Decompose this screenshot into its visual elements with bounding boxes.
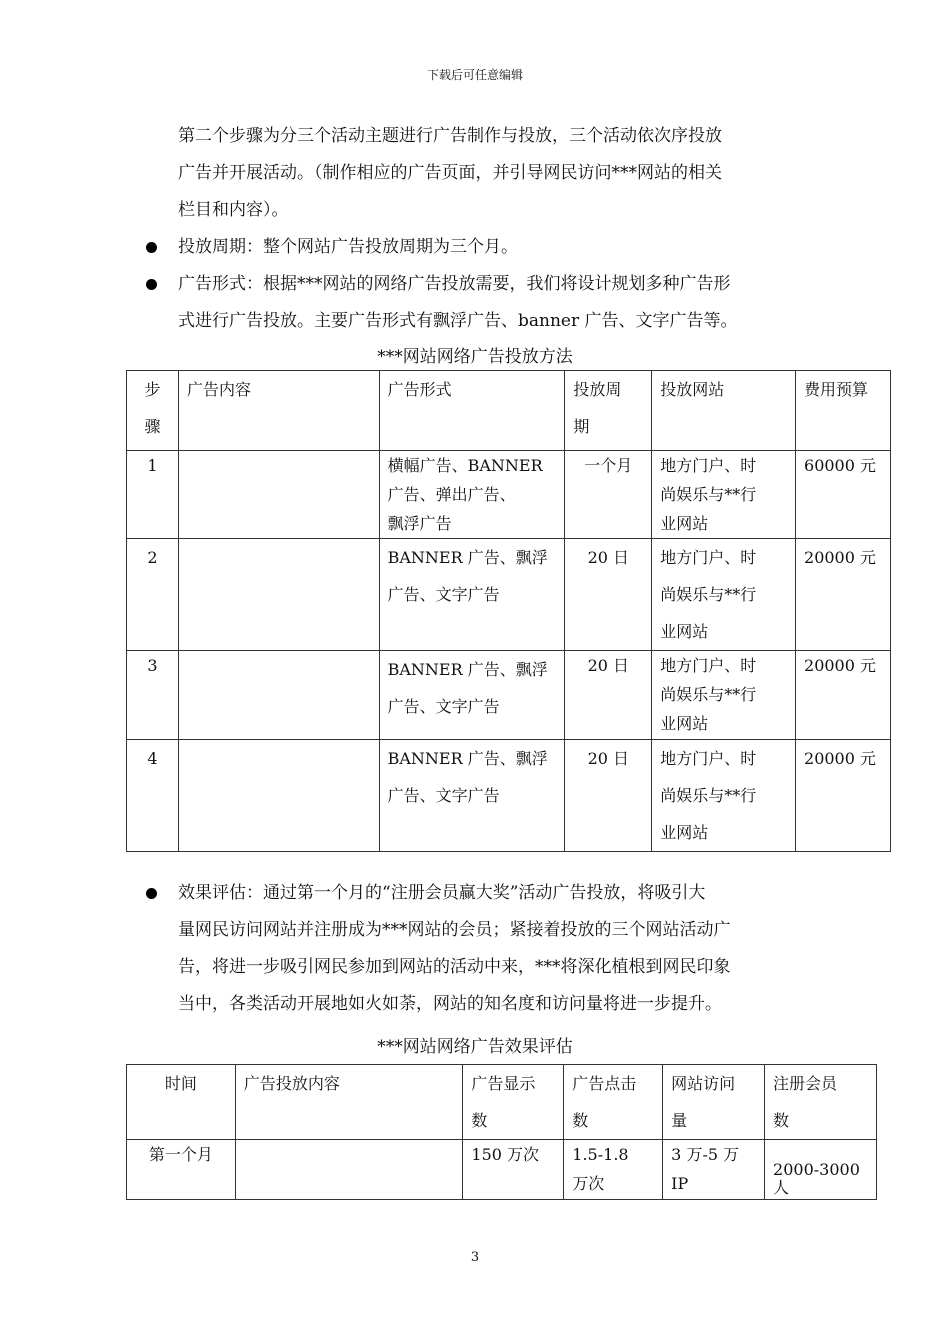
intro-paragraph: [178, 118, 818, 229]
site-cell: 地方门户、时 尚娱乐与**行 业网站: [652, 539, 796, 651]
table2-header-time: 时间: [127, 1065, 236, 1140]
bullet-effect-line: 效果评估：通过第一个月的“注册会员赢大奖”活动广告投放，将吸引大: [178, 883, 706, 903]
bullet-dot-icon: [146, 279, 157, 290]
table-row: [127, 740, 891, 852]
form-cell: 横幅广告、BANNER 广告、弹出广告、 飘浮广告: [379, 451, 565, 539]
intro-line: 栏目和内容）。: [178, 200, 289, 220]
table2-header-visits: 网站访问 量: [663, 1065, 765, 1140]
period-cell: 20 日: [565, 651, 652, 740]
table2-header-display: 广告显示 数: [463, 1065, 564, 1140]
budget-cell: 20000 元: [796, 651, 891, 740]
step-cell: 2: [127, 539, 179, 651]
bullet-effect-line: 量网民访问网站并注册成为***网站的会员；紧接着投放的三个网站活动广: [178, 920, 731, 940]
ad-method-table: [126, 370, 891, 852]
time-cell: 第一个月: [127, 1140, 236, 1200]
content-cell: [178, 539, 379, 651]
page-number: 3: [470, 1250, 480, 1265]
table2-header-click: 广告点击 数: [564, 1065, 663, 1140]
table1-header-site: 投放网站: [652, 371, 796, 451]
click-cell: 1.5-1.8 万次: [564, 1140, 663, 1200]
period-cell: 一个月: [565, 451, 652, 539]
table1-header-row: [127, 371, 891, 451]
step-cell: 3: [127, 651, 179, 740]
display-cell: 150 万次: [463, 1140, 564, 1200]
budget-cell: 60000 元: [796, 451, 891, 539]
table2-header-members: 注册会员 数: [765, 1065, 877, 1140]
bullet-period-text: 投放周期：整个网站广告投放周期为三个月。: [178, 237, 518, 257]
step-cell: 1: [127, 451, 179, 539]
table2-header-row: [127, 1065, 877, 1140]
bullet-effect-line: 当中，各类活动开展地如火如荼，网站的知名度和访问量将进一步提升。: [178, 994, 722, 1014]
content-cell: [178, 451, 379, 539]
content-cell: [178, 740, 379, 852]
table1-header-period: 投放周 期: [565, 371, 652, 451]
bullet-dot-icon: [146, 242, 157, 253]
table1-header-content: 广告内容: [178, 371, 379, 451]
table2-caption: ***网站网络广告效果评估: [377, 1037, 573, 1057]
table-row: [127, 651, 891, 740]
intro-line: 第二个步骤为分三个活动主题进行广告制作与投放，三个活动依次序投放: [178, 126, 722, 146]
bullet-form-line: 广告形式：根据***网站的网络广告投放需要，我们将设计规划多种广告形: [178, 274, 731, 294]
period-cell: 20 日: [565, 740, 652, 852]
members-cell: 2000-3000 人: [765, 1140, 877, 1200]
table-row: [127, 451, 891, 539]
table1-header-step: 步 骤: [127, 371, 179, 451]
bullet-dot-icon: [146, 888, 157, 899]
content-cell: [235, 1140, 463, 1200]
site-cell: 地方门户、时 尚娱乐与**行 业网站: [652, 740, 796, 852]
budget-cell: 20000 元: [796, 539, 891, 651]
form-cell: BANNER 广告、飘浮 广告、文字广告: [379, 740, 565, 852]
period-cell: 20 日: [565, 539, 652, 651]
table1-header-budget: 费用预算: [796, 371, 891, 451]
intro-line: 广告并开展活动。（制作相应的广告页面，并引导网民访问***网站的相关: [178, 163, 722, 183]
ad-effect-table: [126, 1064, 877, 1200]
table2-header-content: 广告投放内容: [235, 1065, 463, 1140]
step-cell: 4: [127, 740, 179, 852]
budget-cell: 20000 元: [796, 740, 891, 852]
table-row: [127, 1140, 877, 1200]
page-header: 下载后可任意编辑: [426, 68, 523, 82]
form-cell: BANNER 广告、飘浮 广告、文字广告: [379, 651, 565, 740]
content-cell: [178, 651, 379, 740]
bullet-form-line: 式进行广告投放。主要广告形式有飘浮广告、banner 广告、文字广告等。: [178, 311, 738, 331]
site-cell: 地方门户、时 尚娱乐与**行 业网站: [652, 451, 796, 539]
visits-cell: 3 万-5 万 IP: [663, 1140, 765, 1200]
table1-caption: ***网站网络广告投放方法: [377, 347, 573, 367]
site-cell: 地方门户、时 尚娱乐与**行 业网站: [652, 651, 796, 740]
table1-header-form: 广告形式: [379, 371, 565, 451]
table-row: [127, 539, 891, 651]
form-cell: BANNER 广告、飘浮 广告、文字广告: [379, 539, 565, 651]
bullet-effect-line: 告，将进一步吸引网民参加到网站的活动中来，***将深化植根到网民印象: [178, 957, 731, 977]
